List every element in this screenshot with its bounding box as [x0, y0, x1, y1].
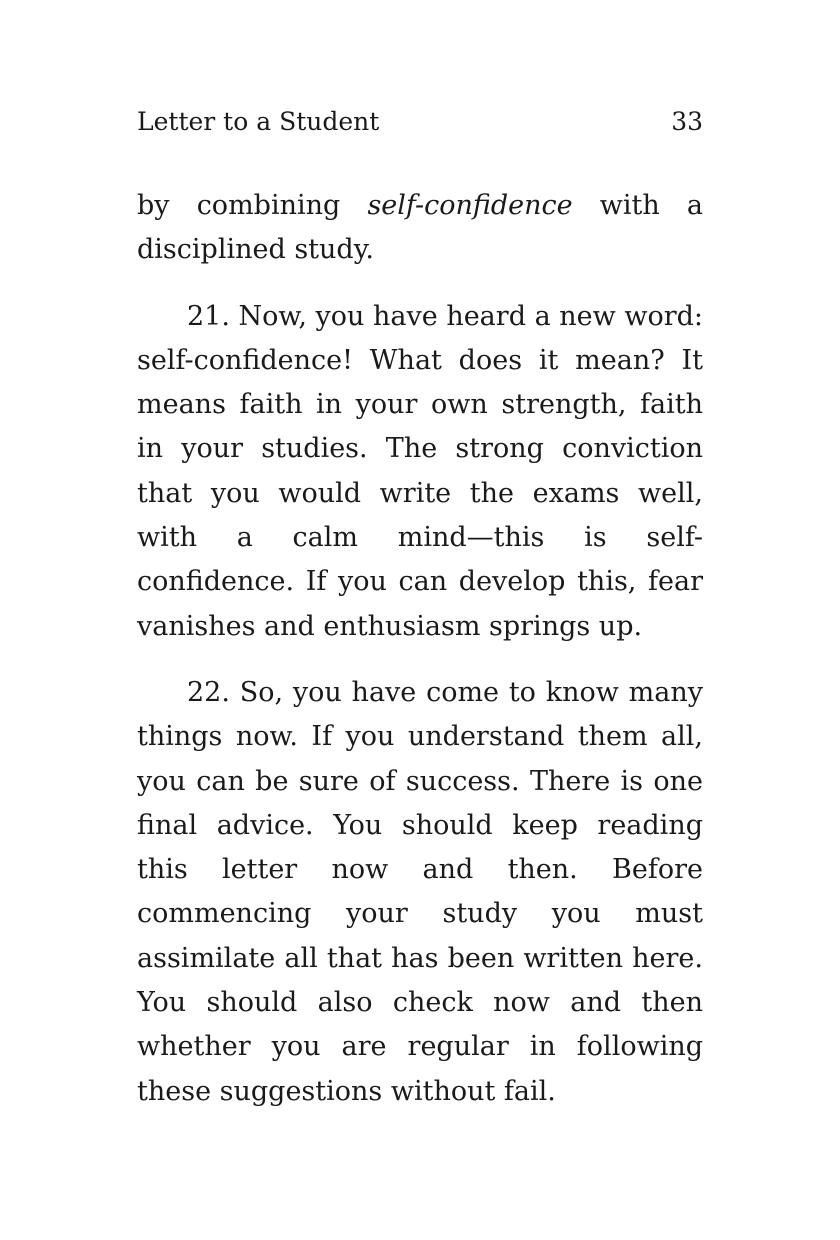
paragraph-continuation-end: with a disciplined study.: [137, 190, 703, 266]
paragraph-21: 21. Now, you have heard a new word: self-confidence! What does it mean? It means faith in your own strength, faith in your studies. The strong conviction that you would write the exams well, with a calm mind—this is self-confidence. If you can develop this, fear vanishes and enthusiasm springs up.: [137, 300, 703, 642]
book-page: [137, 0, 703, 1240]
running-head-title: Letter to a Student: [137, 107, 380, 136]
page-number: 33: [671, 107, 703, 136]
paragraph-22: 22. So, you have come to know many things now. If you understand them all, you can be sure of success. There is one final advice. You should keep reading this letter now and then. Before commencing your study you must assimilate all that has been written here. You should also check now and then whether you are regular in following these suggestions without fail.: [137, 676, 703, 1107]
body-text: [137, 184, 703, 1114]
paragraph-continuation: [137, 184, 703, 273]
emphasis-self-confidence: self-confidence: [367, 190, 573, 221]
running-head: [137, 104, 703, 140]
paragraph-continuation-start: by combining: [137, 190, 368, 221]
